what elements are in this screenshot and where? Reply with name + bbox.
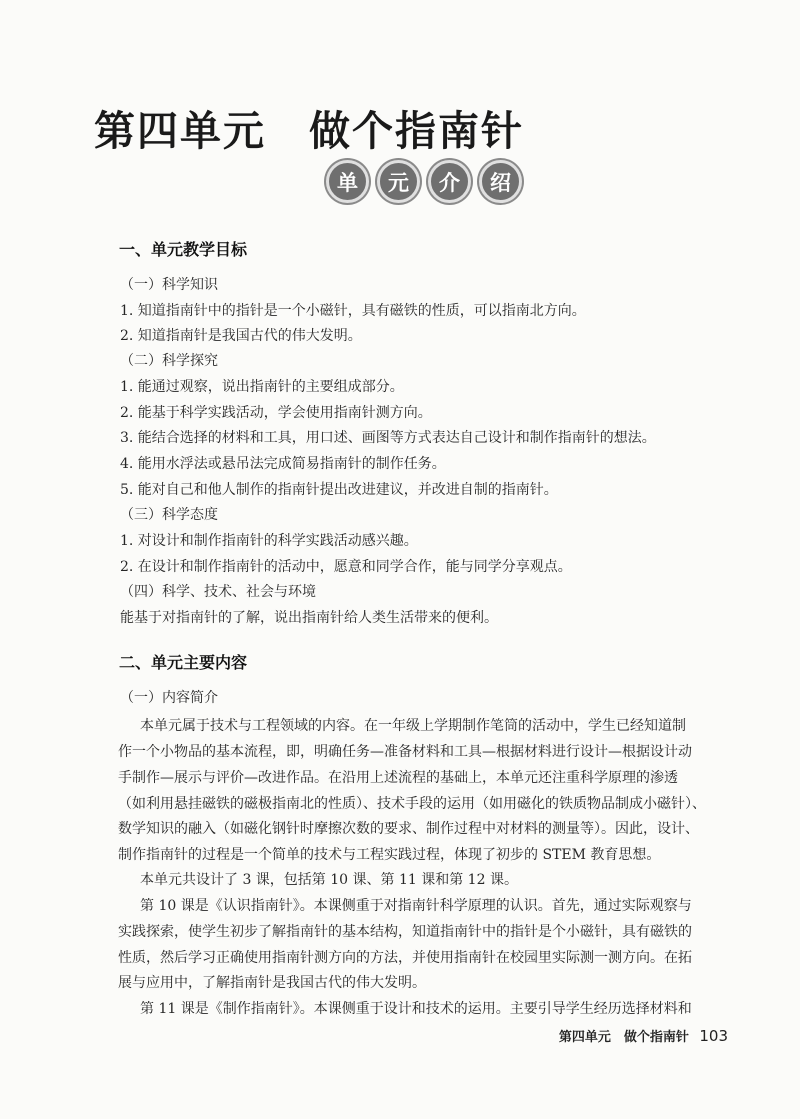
- paragraph-line: 作一个小物品的基本流程，即，明确任务—准备材料和工具—根据材料进行设计—根据设计动: [118, 744, 692, 760]
- paragraph-line: 第 11 课是《制作指南针》。本课侧重于设计和技术的运用。主要引导学生经历选择材料和: [140, 1001, 692, 1017]
- paragraph-line: 展与应用中，了解指南针是我国古代的伟大发明。: [118, 975, 426, 991]
- paragraph-line: 第 10 课是《认识指南针》。本课侧重于对指南针科学原理的认识。首先，通过实际观察与: [140, 898, 692, 914]
- intro-badge: 元: [377, 160, 420, 203]
- footer-unit-label: 第四单元 做个指南针: [558, 1030, 689, 1045]
- paragraph-line: 本单元属于技术与工程领域的内容。在一年级上学期制作笔筒的活动中，学生已经知道制: [140, 718, 686, 734]
- list-item: 4. 能用水浮法或悬吊法完成简易指南针的制作任务。: [120, 456, 446, 472]
- list-item: 5. 能对自己和他人制作的指南针提出改进建议，并改进自制的指南针。: [120, 482, 558, 498]
- list-item: 2. 能基于科学实践活动，学会使用指南针测方向。: [120, 405, 432, 421]
- unit-intro-badges: [326, 160, 522, 203]
- list-item: 1. 能通过观察，说出指南针的主要组成部分。: [120, 379, 404, 395]
- subsection-heading: （四）科学、技术、社会与环境: [120, 584, 316, 600]
- paragraph-line: 手制作—展示与评价—改进作品。在沿用上述流程的基础上，本单元还注重科学原理的渗透: [118, 770, 678, 786]
- section-heading: 一、单元教学目标: [119, 240, 248, 259]
- paragraph-line: 数学知识的融入（如磁化钢针时摩擦次数的要求、制作过程中对材料的测量等）。因此，设计、: [118, 821, 699, 837]
- paragraph-line: 性质，然后学习正确使用指南针测方向的方法，并使用指南针在校园里实际测一测方向。在拓: [118, 950, 692, 966]
- intro-badge: 绍: [479, 160, 522, 203]
- page-title: 第四单元 做个指南针: [94, 107, 524, 155]
- subsection-heading: （三）科学态度: [120, 507, 218, 523]
- list-item: 1. 对设计和制作指南针的科学实践活动感兴趣。: [120, 533, 418, 549]
- subsection-heading: （二）科学探究: [120, 353, 218, 369]
- list-item: 2. 知道指南针是我国古代的伟大发明。: [120, 328, 362, 344]
- subsection-heading: （一）内容简介: [120, 690, 218, 706]
- list-item: 1. 知道指南针中的指针是一个小磁针，具有磁铁的性质，可以指南北方向。: [120, 303, 586, 319]
- paragraph-line: 实践探索，使学生初步了解指南针的基本结构，知道指南针中的指针是个小磁针，具有磁铁的: [118, 924, 692, 940]
- section-heading: 二、单元主要内容: [119, 653, 248, 672]
- paragraph-line: 制作指南针的过程是一个简单的技术与工程实践过程，体现了初步的 STEM 教育思想。: [118, 847, 661, 863]
- intro-badge: 介: [428, 160, 471, 203]
- list-item: 3. 能结合选择的材料和工具，用口述、画图等方式表达自己设计和制作指南针的想法。: [120, 430, 656, 446]
- paragraph-line: （如利用悬挂磁铁的磁极指南北的性质）、技术手段的运用（如用磁化的铁质物品制成小磁针）、: [118, 796, 706, 812]
- list-item: 能基于对指南针的了解，说出指南针给人类生活带来的便利。: [120, 610, 498, 626]
- intro-badge: 单: [326, 160, 369, 203]
- page-footer: [559, 1026, 728, 1045]
- page-number: 103: [699, 1027, 728, 1045]
- subsection-heading: （一）科学知识: [120, 277, 218, 293]
- paragraph-line: 本单元共设计了 3 课，包括第 10 课、第 11 课和第 12 课。: [140, 872, 518, 888]
- list-item: 2. 在设计和制作指南针的活动中，愿意和同学合作，能与同学分享观点。: [120, 559, 572, 575]
